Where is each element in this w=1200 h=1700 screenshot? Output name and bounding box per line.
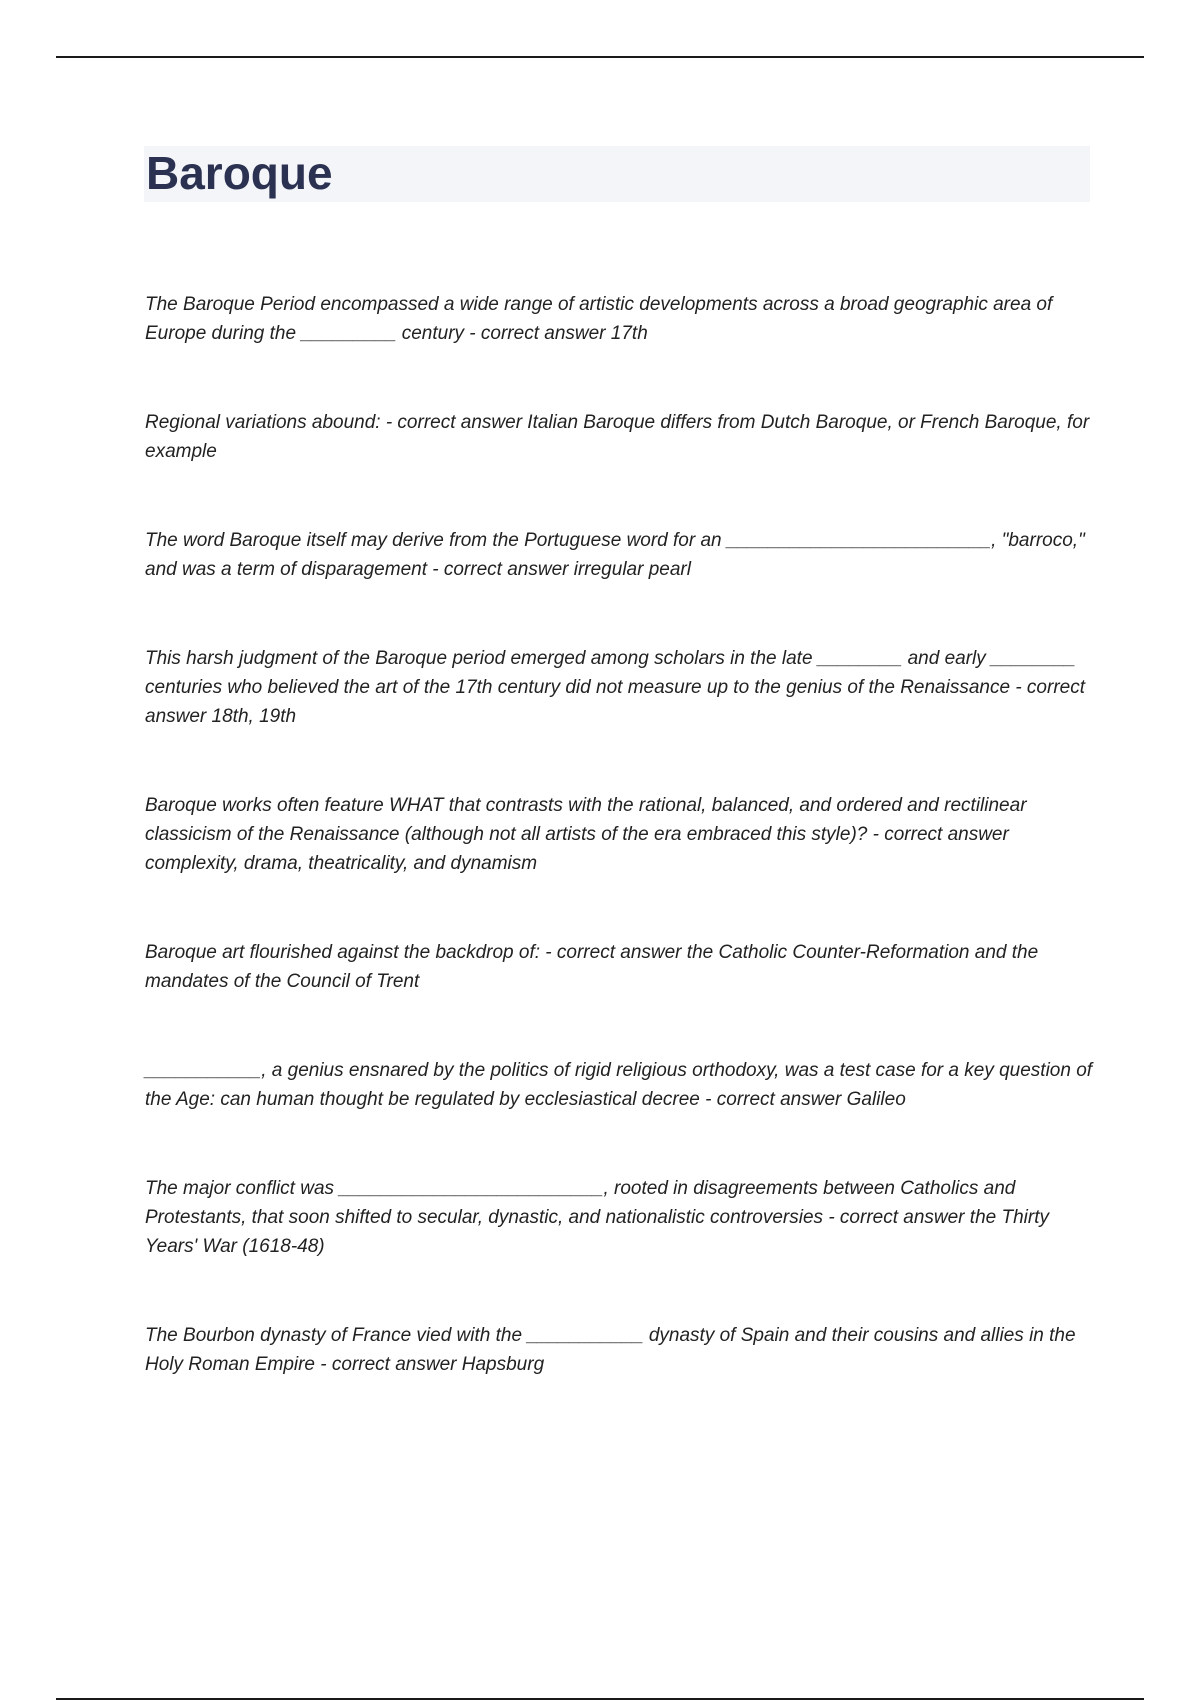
qa-item: The word Baroque itself may derive from the Portuguese word for an _________________________, "barroco," and was a term of disparagement - correct answer irregular pearl — [145, 530, 1085, 580]
qa-item: Baroque works often feature WHAT that contrasts with the rational, balanced, and ordered and rectilinear classicism of the Renaissance (although not all artists of the era embraced this style)? - correct answer complexity, drama, theatricality, and dynamism — [145, 795, 1027, 874]
qa-item: Baroque art flourished against the backdrop of: - correct answer the Catholic Counter-Reformation and the mandates of the Council of Trent — [145, 942, 1039, 992]
qa-list — [145, 290, 1095, 1439]
qa-item: The major conflict was _________________________, rooted in disagreements between Catholics and Protestants, that soon shifted to secular, dynastic, and nationalistic controversies - correct answer the Thirty Years' War (1618-48) — [145, 1178, 1049, 1257]
qa-item: Regional variations abound: - correct answer Italian Baroque differs from Dutch Baroque, or French Baroque, for example — [145, 412, 1090, 462]
qa-item: The Bourbon dynasty of France vied with the ___________ dynasty of Spain and their cousins and allies in the Holy Roman Empire - correct answer Hapsburg — [145, 1325, 1076, 1375]
qa-item: This harsh judgment of the Baroque period emerged among scholars in the late ________ and early ________ centuries who believed the art of the 17th century did not measure up to the genius of the Renaissance - correct answer 18th, 19th — [145, 648, 1085, 727]
qa-item: ___________, a genius ensnared by the politics of rigid religious orthodoxy, was a test case for a key question of the Age: can human thought be regulated by ecclesiastical decree - correct answer Galileo — [145, 1060, 1093, 1110]
qa-item: The Baroque Period encompassed a wide range of artistic developments across a broad geographic area of Europe during the _________ century - correct answer 17th — [145, 294, 1053, 344]
page-title: Baroque — [146, 147, 333, 199]
top-rule — [56, 56, 1144, 58]
